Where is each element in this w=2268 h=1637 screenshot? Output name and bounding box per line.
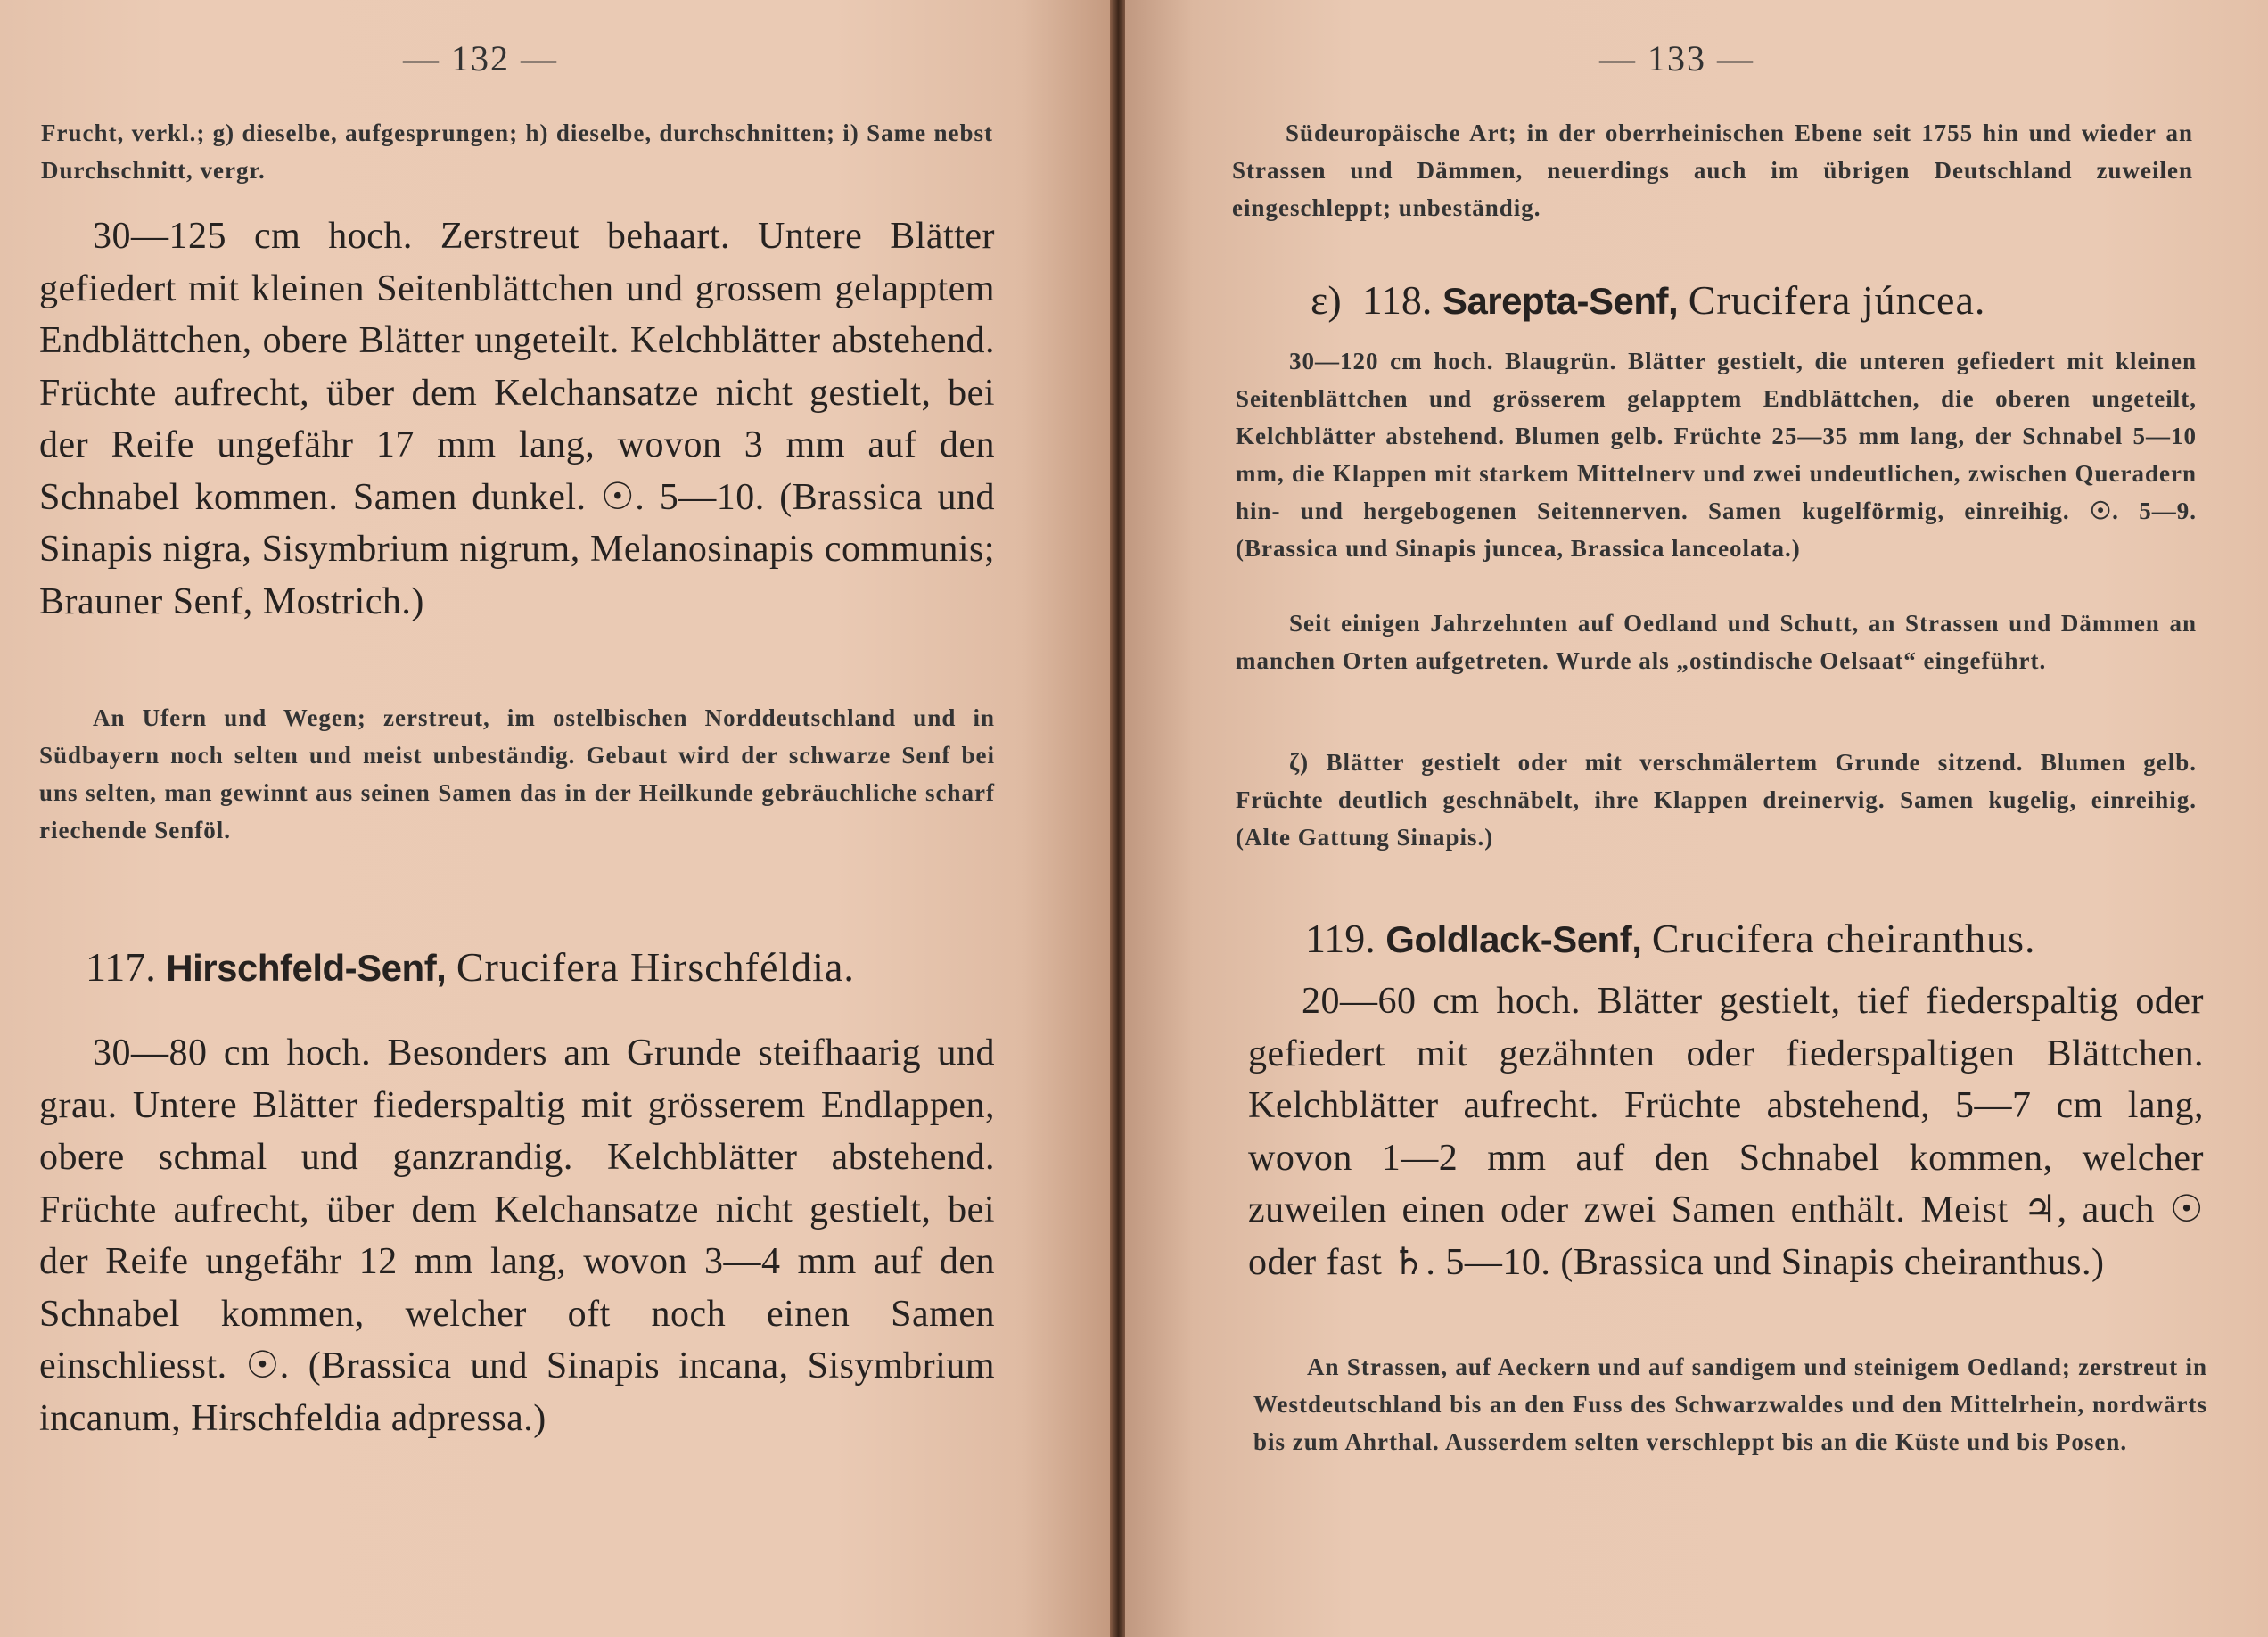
species-common-name: Goldlack-Senf, — [1385, 918, 1642, 960]
species-119-heading — [1305, 915, 2036, 962]
species-116-distribution: An Ufern und Wegen; zerstreut, im ostelbischen Norddeutschland und in Südbayern noch selten und meist unbeständig. Gebaut wird der schwarze Senf bei uns selten, man gewinnt aus seinen Samen das in der Heilkunde gebräuchliche scharf riechende Senföl. — [39, 704, 995, 843]
species-latin-name: Crucifera júncea. — [1688, 277, 1986, 323]
species-latin-name: Crucifera cheiranthus. — [1651, 916, 2036, 961]
left-page — [0, 0, 1110, 1637]
species-118-distribution: Seit einigen Jahrzehnten auf Oedland und Schutt, an Strassen und Dämmen an manchen Orten aufgetreten. Wurde als „ostindische Oelsaat“ eingeführt. — [1236, 610, 2197, 674]
figure-caption-continuation: Frucht, verkl.; g) dieselbe, aufgesprungen; h) dieselbe, durchschnitten; i) Same nebst Durchschnitt, vergr. — [41, 119, 993, 184]
page-number: — 132 — — [403, 38, 558, 78]
species-119-description: 20—60 cm hoch. Blätter gestielt, tief fiederspaltig oder gefiedert mit gezähnten oder fiederspaltigen Blättchen. Kelchblätter aufrecht. Früchte abstehend, 5—7 cm lang, wovon 1—2 mm auf den Schnabel kommen, welcher zuweilen einen oder zwei Samen enthält. Meist ♃, auch ☉ oder fast ♄. 5—10. (Brassica und Sinapis cheiranthus.) — [1248, 981, 2204, 1283]
species-117-description: 30—80 cm hoch. Besonders am Grunde steifhaarig und grau. Untere Blätter fiederspaltig mit grösserem Endlappen, obere schmal und ganzrandig. Kelchblätter abstehend. Früchte aufrecht, über dem Kelchansatze nicht gestielt, bei der Reife ungefähr 12 mm lang, wovon 3—4 mm auf den Schnabel kommen, welcher oft noch einen Samen einschliesst. ☉. (Brassica und Sinapis incana, Sisymbrium incanum, Hirschfeldia adpressa.) — [39, 1032, 995, 1439]
species-common-name: Hirschfeld-Senf, — [166, 947, 447, 989]
species-117-heading — [86, 943, 855, 991]
right-page — [1125, 0, 2268, 1637]
species-common-name: Sarepta-Senf, — [1442, 280, 1679, 322]
species-118-heading — [1311, 276, 1985, 324]
species-number: 118. — [1361, 277, 1433, 323]
species-119-distribution: An Strassen, auf Aeckern und auf sandigem und steinigem Oedland; zerstreut in Westdeutschland bis an den Fuss des Schwarzwaldes und den Mittelrhein, nordwärts bis zum Ahrthal. Ausserdem selten verschleppt bis an die Küste und bis Posen. — [1253, 1353, 2207, 1455]
species-117-distribution: Südeuropäische Art; in der oberrheinischen Ebene seit 1755 hin und wieder an Strassen und Dämmen, neuerdings auch im übrigen Deutschland zuweilen eingeschleppt; unbeständig. — [1232, 119, 2193, 221]
species-116-description: 30—125 cm hoch. Zerstreut behaart. Untere Blätter gefiedert mit kleinen Seitenblättchen und grossem gelapptem Endblättchen, obere Blätter ungeteilt. Kelchblätter abstehend. Früchte aufrecht, über dem Kelchansatze nicht gestielt, bei der Reife ungefähr 17 mm lang, wovon 3 mm auf den Schnabel kommen. Samen dunkel. ☉. 5—10. (Brassica und Sinapis nigra, Sisymbrium nigrum, Melanosinapis communis; Brauner Senf, Mostrich.) — [39, 216, 995, 622]
species-118-description: 30—120 cm hoch. Blaugrün. Blätter gestielt, die unteren gefiedert mit kleinen Seitenblättchen und grösserem gelapptem Endblättchen, die oberen ungeteilt, Kelchblätter abstehend. Blumen gelb. Früchte 25—35 mm lang, der Schnabel 5—10 mm, die Klappen mit starkem Mittelnerv und zwei undeutlichen, zwischen Queradern hin- und hergebogenen Seitennerven. Samen kugelförmig, einreihig. ☉. 5—9. (Brassica und Sinapis juncea, Brassica lanceolata.) — [1236, 348, 2197, 562]
section-marker: ε) — [1311, 277, 1342, 323]
species-number: 117. — [86, 944, 156, 990]
species-number: 119. — [1305, 916, 1376, 961]
subgroup-zeta-key: ζ) Blätter gestielt oder mit verschmälertem Grunde sitzend. Blumen gelb. Früchte deutlich geschnäbelt, ihre Klappen dreinervig. Samen kugelig, einreihig. (Alte Gattung Sinapis.) — [1236, 749, 2197, 851]
page-number: — 133 — — [1599, 38, 1754, 78]
book-gutter — [1110, 0, 1125, 1637]
species-latin-name: Crucifera Hirschféldia. — [456, 944, 855, 990]
